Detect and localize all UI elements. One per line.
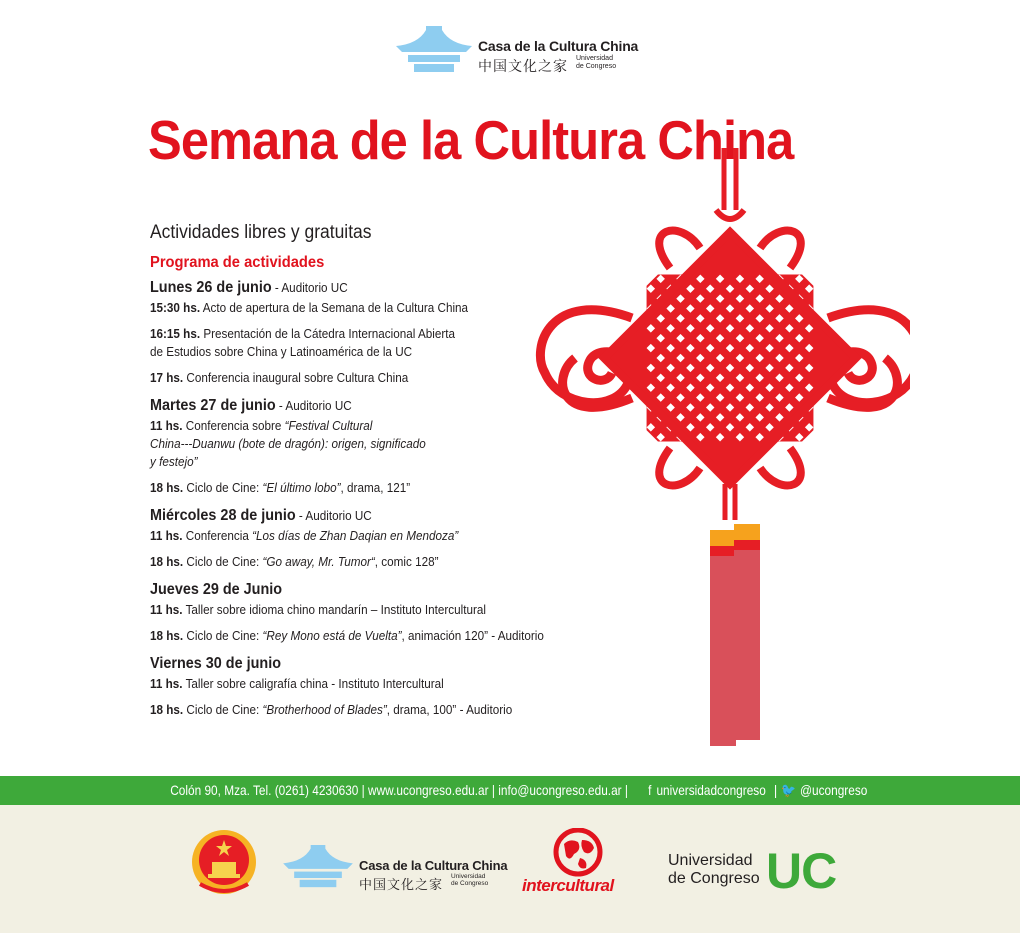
day-heading (150, 277, 573, 299)
event-time: 18 hs. (150, 628, 184, 643)
twitter-handle[interactable]: @ucongreso (799, 782, 867, 798)
event-italic-line2: China---Duanwu (bote de dragón): origen, significado (150, 436, 426, 451)
facebook-handle[interactable]: universidadcongreso (656, 782, 766, 798)
event (150, 325, 573, 361)
event-text-after: , animación 120” - Auditorio (401, 628, 544, 643)
main-title: Semana de la Cultura China (148, 109, 794, 171)
event-text: Ciclo de Cine: (183, 480, 263, 495)
day-name: Lunes 26 de junio (150, 279, 272, 296)
event (150, 675, 573, 693)
pagoda-roof-icon (396, 26, 472, 74)
event-text: Taller sobre idioma chino mandarín – Instituto Intercultural (182, 602, 487, 617)
brand-chinese: 中国文化之家 (478, 59, 568, 75)
event-italic-line3: y festejo” (150, 454, 198, 469)
event-time: 11 hs. (150, 602, 183, 617)
casa-cultura-china-logo-footer (283, 845, 508, 895)
event (150, 479, 573, 497)
event-time: 18 hs. (150, 480, 184, 495)
event-time: 11 hs. (150, 418, 183, 433)
event-time: 18 hs. (150, 554, 184, 569)
event-italic: “Festival Cultural (284, 418, 373, 433)
day-place: - Auditorio UC (275, 398, 352, 413)
event-time: 17 hs. (150, 370, 184, 385)
event-text: Ciclo de Cine: (183, 628, 263, 643)
day-name: Martes 27 de junio (150, 397, 276, 414)
brand-university: Universidad de Congreso (576, 55, 617, 70)
uc-mark: UC (766, 843, 837, 899)
pagoda-roof-icon (283, 845, 353, 889)
uc-universidad: Universidad (668, 852, 753, 869)
event-time: 11 hs. (150, 528, 183, 543)
intercultural-wordmark: intercultural (522, 876, 614, 895)
event-text-after: , drama, 100” - Auditorio (386, 702, 513, 717)
event-text: Ciclo de Cine: (183, 702, 263, 717)
day-place: - Auditorio UC (271, 280, 348, 295)
facebook-icon: f (647, 782, 652, 798)
event-time: 18 hs. (150, 702, 184, 717)
event-text-after: , drama, 121” (340, 480, 411, 495)
day-heading (150, 579, 573, 601)
uc-de-congreso: de Congreso (668, 870, 760, 887)
day-name: Viernes 30 de junio (150, 655, 281, 672)
event-text-after: , comic 128” (374, 554, 439, 569)
event (150, 553, 573, 571)
subtitle: Actividades libres y gratuitas (150, 222, 372, 243)
event-text: Conferencia sobre (182, 418, 285, 433)
event-text: Conferencia inaugural sobre Cultura China (183, 370, 409, 385)
event-time: 11 hs. (150, 676, 183, 691)
event-italic: “Los días de Zhan Daqian en Mendoza” (252, 528, 459, 543)
event-time: 16:15 hs. (150, 326, 201, 341)
event-italic: “Rey Mono está de Vuelta” (262, 628, 402, 643)
event-text: Conferencia (182, 528, 253, 543)
event-text: Ciclo de Cine: (183, 554, 263, 569)
event-italic: “El último lobo” (262, 480, 341, 495)
contact-bar: Colón 90, Mza. Tel. (0261) 4230630 | www.ucongreso.edu.ar | info@ucongreso.edu.ar |f universidadcongreso | 🐦 @ucongreso (0, 776, 1020, 805)
day-heading (150, 505, 573, 527)
chinese-knot-icon (520, 148, 910, 758)
event (150, 627, 573, 645)
event (150, 701, 573, 719)
casa-cultura-china-logo (396, 26, 639, 78)
event (150, 527, 573, 545)
event-text: Taller sobre caligrafía china - Instituto Intercultural (182, 676, 444, 691)
event-time: 15:30 hs. (150, 300, 201, 315)
event-italic: “Go away, Mr. Tumor“ (262, 554, 375, 569)
globe-icon (520, 828, 635, 878)
event (150, 417, 573, 471)
intercultural-logo (520, 828, 635, 898)
day-heading (150, 653, 573, 675)
contact-text: Colón 90, Mza. Tel. (0261) 4230630 | www.ucongreso.edu.ar | info@ucongreso.edu.ar | (169, 782, 628, 798)
event-text: Presentación de la Cátedra Internacional Abierta (200, 326, 456, 341)
brand-title: Casa de la Cultura China (478, 38, 639, 54)
brand-title: Casa de la Cultura China (359, 858, 508, 873)
sponsor-strip (0, 805, 1020, 933)
universidad-congreso-logo (668, 843, 838, 899)
day-name: Jueves 29 de Junio (150, 581, 283, 598)
program-title: Programa de actividades (150, 254, 325, 271)
event (150, 601, 573, 619)
twitter-icon: 🐦 (781, 782, 797, 798)
tassel-icon (710, 524, 760, 746)
brand-chinese: 中国文化之家 (359, 878, 444, 893)
event-text-line2: de Estudios sobre China y Latinoamérica de la UC (150, 344, 413, 359)
day-name: Miércoles 28 de junio (150, 507, 296, 524)
event (150, 369, 573, 387)
event-italic: “Brotherhood of Blades” (262, 702, 387, 717)
event-text: Acto de apertura de la Semana de la Cultura China (200, 300, 469, 315)
day-place: - Auditorio UC (295, 508, 372, 523)
china-national-emblem-icon (190, 828, 258, 896)
day-heading (150, 395, 573, 417)
brand-university: Universidad de Congreso (451, 873, 489, 887)
event (150, 299, 573, 317)
